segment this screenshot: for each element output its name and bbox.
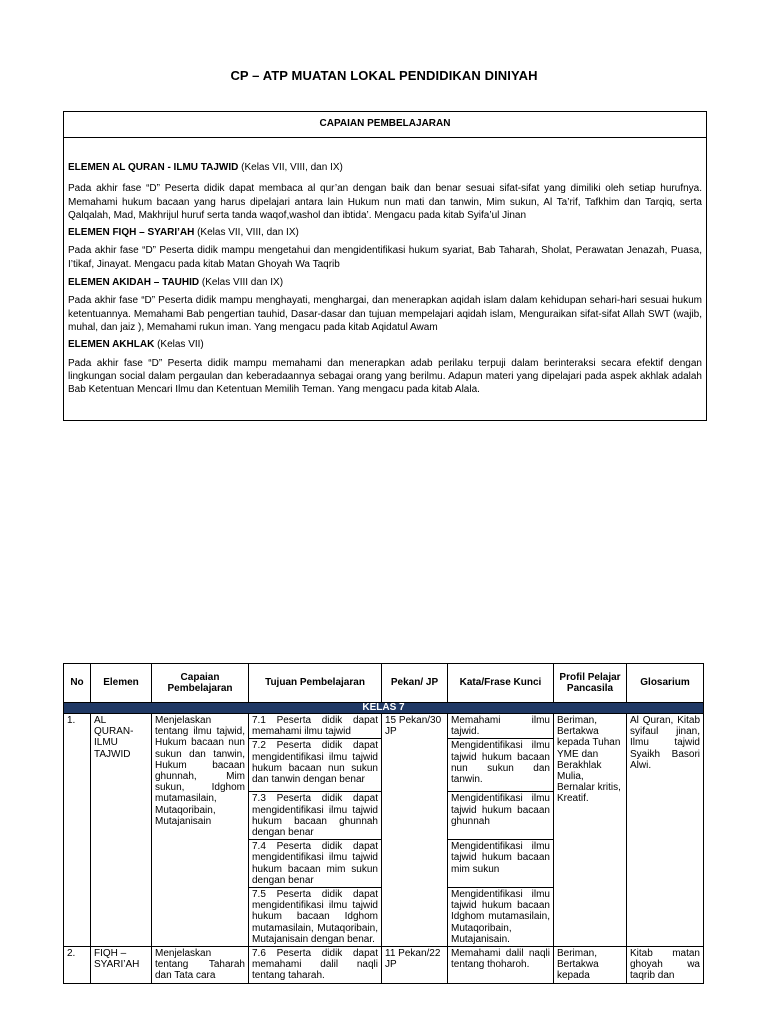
element-heading-akhlak: ELEMEN AKHLAK (Kelas VII) (68, 339, 204, 351)
table-row (64, 714, 704, 739)
header-tujuan: Tujuan Pembelajaran (249, 664, 382, 703)
table-row (64, 947, 704, 984)
row1-glosarium: Al Quran, Kitab syifaul jinan, Ilmu tajwid Syaikh Basori Alwi. (627, 714, 704, 947)
capaian-header: CAPAIAN PEMBELAJARAN (64, 112, 706, 138)
capaian-pembelajaran-box (63, 111, 707, 421)
row2-kata: Memahami dalil naqli tentang thoharoh. (448, 947, 554, 984)
row1-tujuan-2: 7.2 Peserta didik dapat mengidentifikasi ilmu tajwid hukum bacaan nun sukun dan tanwin dengan benar (249, 739, 382, 792)
header-kata: Kata/Frase Kunci (448, 664, 554, 703)
row2-pekan: 11 Pekan/22 JP (382, 947, 448, 984)
row1-tujuan-3: 7.3 Peserta didik dapat mengidentifikasi ilmu tajwid hukum bacaan ghunnah dengan benar (249, 792, 382, 840)
element-text-akidah: Pada akhir fase “D” Peserta didik mampu menghayati, menghargai, dan menerapkan aqidah islam dalam kehidupan sehari-hari sesuai hukum ketentuannya. Memahami Bab pengertian tauhid, Dasar-dasar dan tujuan mempelajari aqidah islam, Menguraikan sifat-sifat Allah SWT (wajib, muhal, dan jaiz ), Memahami rukun iman. Yang mengacu pada kitab Aqidatul Awam (68, 295, 702, 333)
element-heading-akidah: ELEMEN AKIDAH – TAUHID (Kelas VIII dan IX) (68, 277, 284, 289)
row1-profil: Beriman, Bertakwa kepada Tuhan YME dan Berakhlak Mulia, Bernalar kritis, Kreatif. (554, 714, 627, 947)
header-elemen: Elemen (91, 664, 152, 703)
row1-kata-3: Mengidentifikasi ilmu tajwid hukum bacaan ghunnah (448, 792, 554, 840)
row1-pekan: 15 Pekan/30 JP (382, 714, 448, 947)
element-heading-quran: ELEMEN AL QURAN - ILMU TAJWID (Kelas VII, VIII, dan IX) (68, 162, 343, 173)
document-title: CP – ATP MUATAN LOKAL PENDIDIKAN DINIYAH (230, 68, 538, 83)
row2-profil: Beriman, Bertakwa kepada (554, 947, 627, 984)
row1-tujuan-1: 7.1 Peserta didik dapat memahami ilmu tajwid (249, 714, 382, 739)
element-text-fiqh: Pada akhir fase “D” Peserta didik mampu mengetahui dan mengidentifikasi hukum syariat, Bab Taharah, Sholat, Perawatan Jenazah, Puasa, I’tikaf, Jinayat. Mengacu pada kitab Matan Ghoyah Wa Taqrib (68, 245, 702, 270)
header-profil: Profil Pelajar Pancasila (554, 664, 627, 703)
row1-no: 1. (64, 714, 91, 947)
capaian-body (64, 161, 706, 396)
row1-kata-4: Mengidentifikasi ilmu tajwid hukum bacaan mim sukun (448, 840, 554, 888)
row1-tujuan-4: 7.4 Peserta didik dapat mengidentifikasi ilmu tajwid hukum bacaan mim sukun dengan benar (249, 840, 382, 888)
row1-capaian: Menjelaskan tentang ilmu tajwid, Hukum bacaan nun sukun dan tanwin, Hukum bacaan ghunnah, Mim sukun, Idghom mutamasilain, Mutaqoribain, Mutajanisain (152, 714, 249, 947)
header-capaian: Capaian Pembelajaran (152, 664, 249, 703)
row1-kata-5: Mengidentifikasi ilmu tajwid hukum bacaan Idghom mutamasilain, Mutaqoribain, Mutajanisain. (448, 888, 554, 947)
row1-kata-1: Memahami ilmu tajwid. (448, 714, 554, 739)
row2-capaian: Menjelaskan tentang Taharah dan Tata cara (152, 947, 249, 984)
table-header-row (64, 664, 704, 703)
row2-glosarium: Kitab matan ghoyah wa taqrib dan (627, 947, 704, 984)
row1-tujuan-5: 7.5 Peserta didik dapat mengidentifikasi ilmu tajwid hukum bacaan Idghom mutamasilain, Mutaqoribain, Mutajanisain dengan benar. (249, 888, 382, 947)
row1-elemen: AL QURAN-ILMU TAJWID (91, 714, 152, 947)
atp-table (63, 663, 704, 984)
row1-kata-2: Mengidentifikasi ilmu tajwid hukum bacaan nun sukun dan tanwin. (448, 739, 554, 792)
header-glosarium: Glosarium (627, 664, 704, 703)
header-pekan: Pekan/ JP (382, 664, 448, 703)
kelas-row (64, 703, 704, 714)
header-no: No (64, 664, 91, 703)
kelas-label: KELAS 7 (64, 703, 704, 714)
row2-tujuan: 7.6 Peserta didik dapat memahami dalil naqli tentang taharah. (249, 947, 382, 984)
element-text-akhlak: Pada akhir fase “D” Peserta didik mampu memahami dan menerapkan adab perilaku terpuji dalam berinteraksi secara efektif dengan lingkungan social dalam pergaulan dan keberadaannya sebagai orang yang berilmu. Adapun materi yang dipelajari pada aspek akhlak adalah Bab Ketentuan Mencari Ilmu dan Ketentuan Memilih Teman. Yang mengacu pada kitab Alala. (68, 357, 702, 396)
row2-no: 2. (64, 947, 91, 984)
element-heading-fiqh: ELEMEN FIQH – SYARI’AH (Kelas VII, VIII, dan IX) (68, 227, 299, 239)
row2-elemen: FIQH – SYARI’AH (91, 947, 152, 984)
element-text-quran: Pada akhir fase “D” Peserta didik dapat membaca al qur’an dengan baik dan benar sesuai sifat-sifat yang dimiliki oleh setiap hurufnya. Memahami hukum bacaan yang harus dipelajari antara lain Hukum nun mati dan tanwin, Mim sukun, Al Ta’rif, Tafkhim dan Tarqiq, serta Qalqalah, Mad, Makhrijul huruf serta tanda waqof,washol dan ibtida’. Mengacu pada kitab Syifa’ul Jinan (68, 183, 702, 221)
